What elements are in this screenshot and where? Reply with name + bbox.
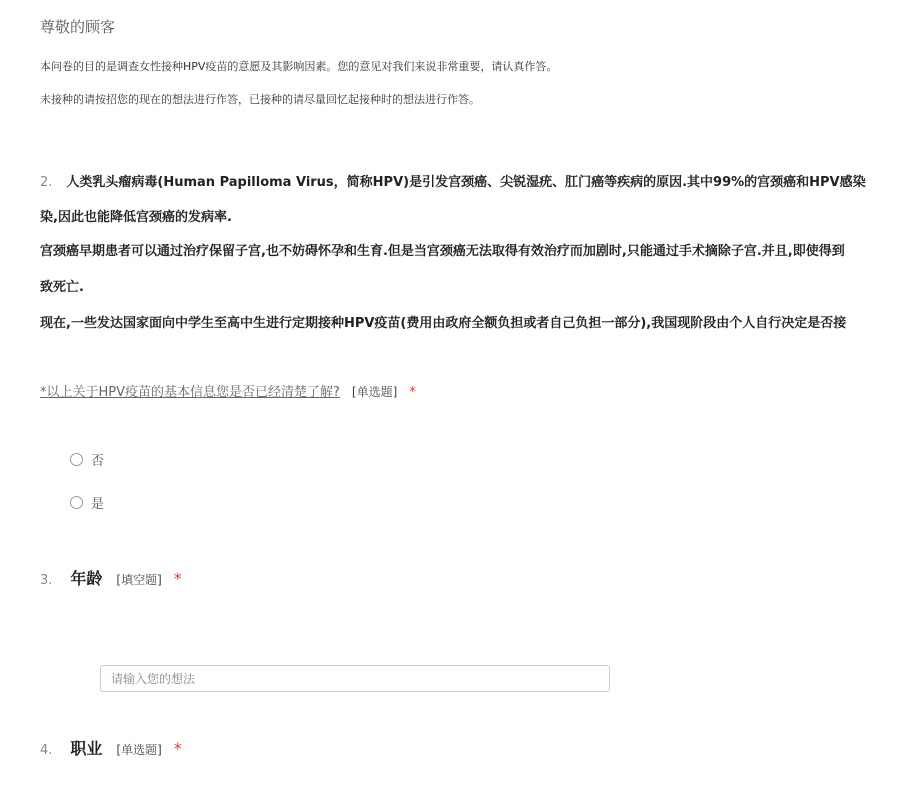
required-marker: *: [409, 385, 416, 400]
option-label: 是: [91, 497, 105, 512]
question-2-line: 宫颈癌早期患者可以通过治疗保留子宫,也不妨碍怀孕和生育.但是当宫颈癌无法取得有效治疗而加剧时,只能通过手术摘除子宫.并且,即使得到: [40, 244, 845, 259]
question-2-text: [40, 171, 866, 190]
question-4-title: [40, 736, 182, 759]
required-marker: *: [173, 569, 182, 588]
question-number: 4.: [40, 743, 53, 758]
question-type-label: [填空题]: [116, 573, 162, 587]
option-no[interactable]: [70, 450, 104, 469]
question-2-sub-question: [40, 381, 416, 400]
option-label: 否: [91, 454, 105, 469]
question-type-label: [单选题]: [116, 743, 162, 757]
question-title: 职业: [70, 739, 103, 758]
question-2-line: 人类乳头瘤病毒(Human Papilloma Virus，简称HPV)是引发宫颈癌、尖锐湿疣、肛门癌等疾病的原因.其中99%的宫颈癌和HPV感染: [66, 175, 866, 190]
age-input[interactable]: [100, 665, 610, 692]
question-number: 3.: [40, 573, 53, 588]
radio-button[interactable]: [70, 496, 83, 509]
greeting-title: 尊敬的顾客: [40, 18, 116, 36]
question-3-title: [40, 566, 182, 589]
question-2-line: 现在,一些发达国家面向中学生至高中生进行定期接种HPV疫苗(费用由政府全额负担或者自己负担一部分),我国现阶段由个人自行决定是否接: [40, 316, 847, 331]
radio-button[interactable]: [70, 453, 83, 466]
sub-question-text: *以上关于HPV疫苗的基本信息您是否已经清楚了解?: [40, 385, 340, 400]
question-type-label: [单选题]: [351, 385, 398, 399]
intro-text: 本问卷的目的是调查女性接种HPV疫苗的意愿及其影响因素。您的意见对我们来说非常重要，请认真作答。: [40, 60, 558, 73]
question-number: 2.: [40, 175, 53, 190]
intro-text: 未接种的请按招您的现在的想法进行作答，已接种的请尽量回忆起接种时的想法进行作答。: [40, 93, 480, 106]
question-2-line: 致死亡.: [40, 280, 84, 295]
question-2-line: 染,因此也能降低宫颈癌的发病率.: [40, 210, 232, 225]
required-marker: *: [173, 739, 182, 758]
option-yes[interactable]: [70, 493, 104, 512]
question-title: 年龄: [70, 569, 103, 588]
